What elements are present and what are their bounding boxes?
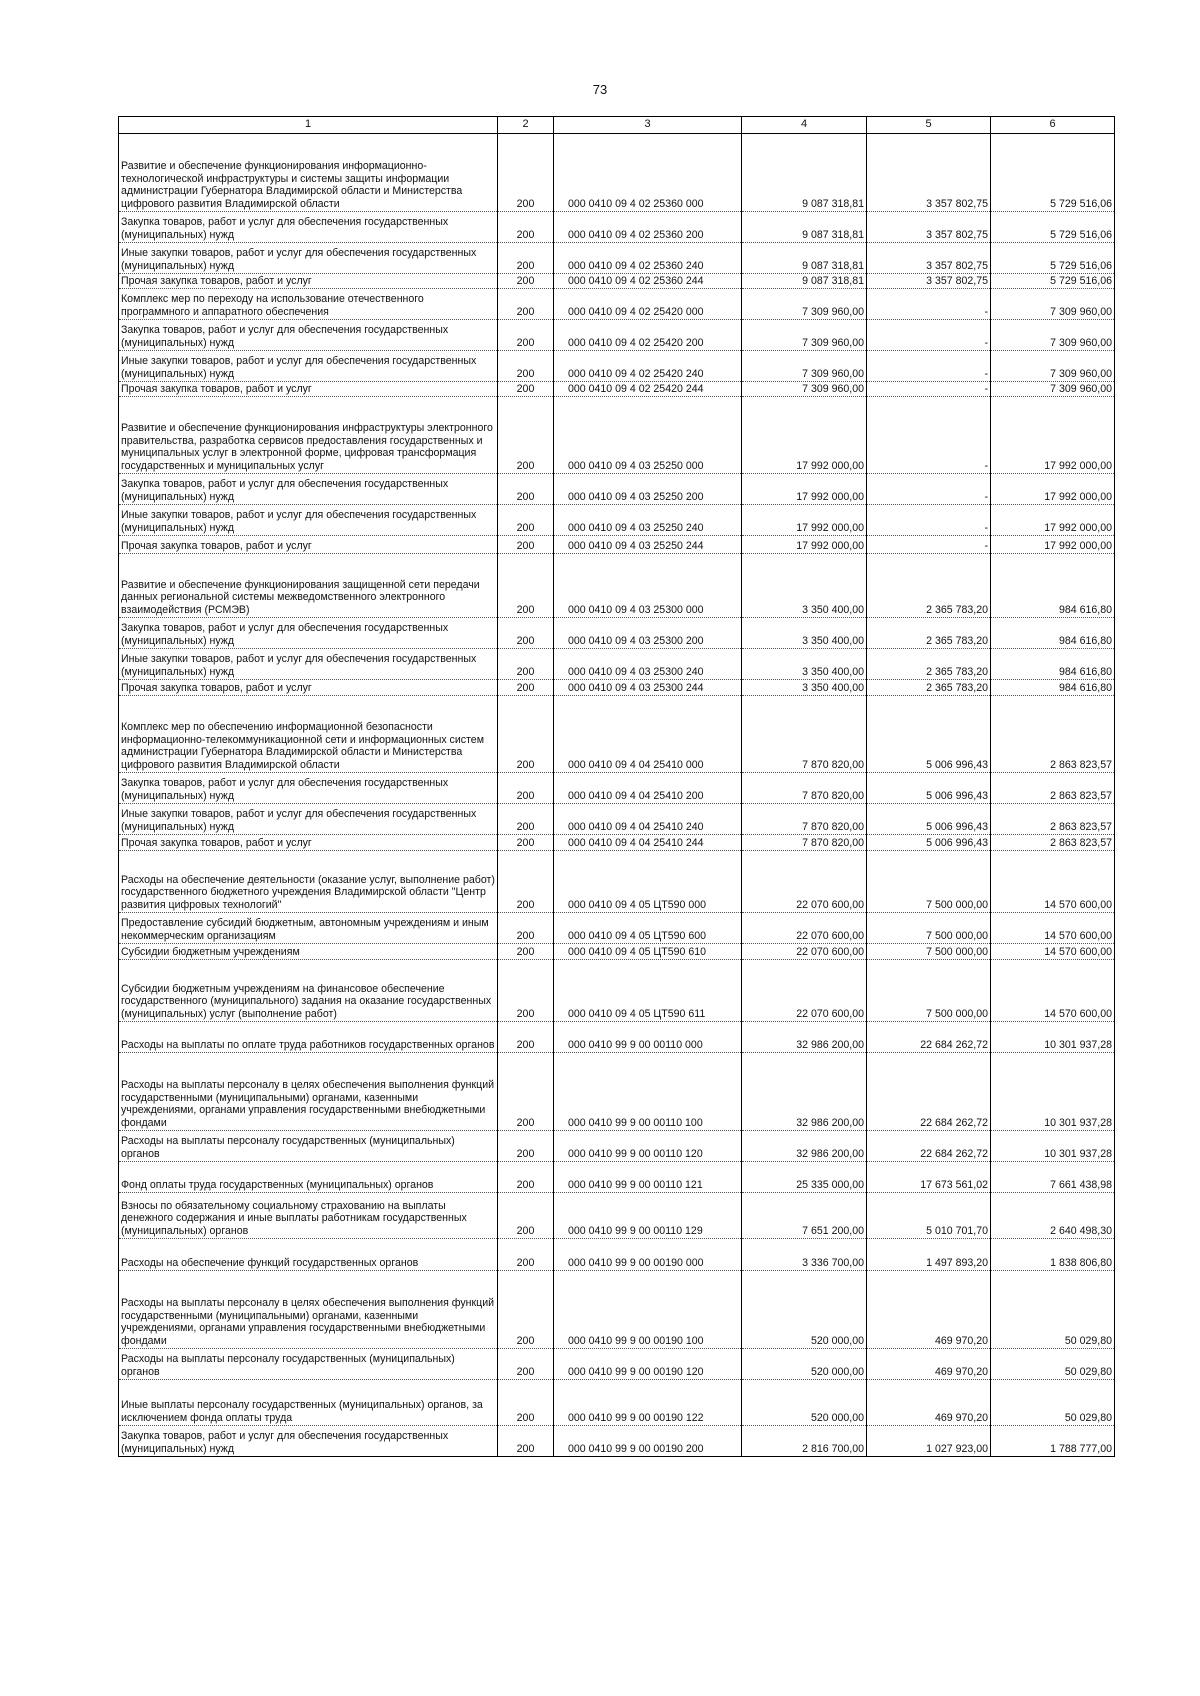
table-row [119, 274, 1115, 289]
row-name: Развитие и обеспечение функционирования инфраструктуры электронного правительства, разработка сервисов предоставления государственных и муниципальных услуг в электронной форме, цифровая трансформация государственных и муниципальных услуг [119, 397, 498, 474]
row-admin-code: 200 [498, 1162, 554, 1193]
row-budget-code: 000 0410 09 4 03 25300 000 [554, 554, 742, 618]
row-budget-code: 000 0410 09 4 02 25360 240 [554, 243, 742, 274]
row-budget-code: 000 0410 99 9 00 00190 100 [554, 1271, 742, 1349]
table-row [119, 680, 1115, 696]
row-value-col5: 7 500 000,00 [867, 851, 991, 913]
row-admin-code: 200 [498, 397, 554, 474]
row-admin-code: 200 [498, 351, 554, 382]
row-value-col6: 14 570 600,00 [991, 913, 1115, 944]
row-admin-code: 200 [498, 320, 554, 351]
row-budget-code: 000 0410 09 4 02 25420 000 [554, 289, 742, 320]
row-value-col5: - [867, 382, 991, 397]
column-header-4: 4 [742, 117, 867, 134]
row-admin-code: 200 [498, 960, 554, 1022]
table-row [119, 1022, 1115, 1053]
row-value-col4: 7 309 960,00 [742, 320, 867, 351]
table-row [119, 351, 1115, 382]
row-name: Расходы на выплаты персоналу в целях обеспечения выполнения функций государственными (муниципальными) органами, казенными учреждениями, органами управления государственными внебюджетными фондами [119, 1271, 498, 1349]
row-admin-code: 200 [498, 274, 554, 289]
row-admin-code: 200 [498, 505, 554, 536]
row-value-col6: 14 570 600,00 [991, 944, 1115, 960]
row-name: Взносы по обязательному социальному страхованию на выплаты денежного содержания и иные выплаты работникам государственных (муниципальных) органов [119, 1193, 498, 1239]
row-value-col4: 7 651 200,00 [742, 1193, 867, 1239]
row-value-col4: 520 000,00 [742, 1349, 867, 1380]
table-row [119, 1380, 1115, 1426]
row-name: Прочая закупка товаров, работ и услуг [119, 274, 498, 289]
row-value-col6: 1 788 777,00 [991, 1426, 1115, 1457]
row-admin-code: 200 [498, 804, 554, 835]
row-budget-code: 000 0410 09 4 03 25250 000 [554, 397, 742, 474]
table-row [119, 835, 1115, 851]
row-name: Иные закупки товаров, работ и услуг для обеспечения государственных (муниципальных) нужд [119, 804, 498, 835]
row-value-col5: 3 357 802,75 [867, 212, 991, 243]
row-name: Иные закупки товаров, работ и услуг для обеспечения государственных (муниципальных) нужд [119, 649, 498, 680]
row-value-col4: 22 070 600,00 [742, 960, 867, 1022]
row-budget-code: 000 0410 09 4 04 25410 240 [554, 804, 742, 835]
column-number-header [119, 117, 1115, 134]
row-value-col6: 17 992 000,00 [991, 536, 1115, 554]
row-value-col4: 9 087 318,81 [742, 274, 867, 289]
row-value-col4: 520 000,00 [742, 1380, 867, 1426]
row-value-col4: 7 870 820,00 [742, 804, 867, 835]
row-value-col5: - [867, 505, 991, 536]
row-value-col4: 32 986 200,00 [742, 1053, 867, 1131]
row-value-col4: 7 309 960,00 [742, 351, 867, 382]
row-name: Комплекс мер по переходу на использование отечественного программного и аппаратного обеспечения [119, 289, 498, 320]
row-value-col4: 7 870 820,00 [742, 696, 867, 773]
row-value-col4: 17 992 000,00 [742, 536, 867, 554]
row-value-col5: - [867, 397, 991, 474]
row-value-col6: 50 029,80 [991, 1349, 1115, 1380]
row-value-col4: 22 070 600,00 [742, 851, 867, 913]
row-name: Расходы на выплаты персоналу в целях обеспечения выполнения функций государственными (муниципальными) органами, казенными учреждениями, органами управления государственными внебюджетными фондами [119, 1053, 498, 1131]
row-budget-code: 000 0410 09 4 02 25420 240 [554, 351, 742, 382]
row-value-col4: 2 816 700,00 [742, 1426, 867, 1457]
table-row [119, 554, 1115, 618]
table-row [119, 505, 1115, 536]
row-budget-code: 000 0410 09 4 05 ЦТ590 611 [554, 960, 742, 1022]
row-admin-code: 200 [498, 1426, 554, 1457]
table-row [119, 851, 1115, 913]
row-name: Комплекс мер по обеспечению информационной безопасности информационно-телекоммуникационной сети и информационных систем администрации Губернатора Владимирской области и Министерства цифрового развития Владимирской области [119, 696, 498, 773]
row-budget-code: 000 0410 99 9 00 00190 200 [554, 1426, 742, 1457]
row-name: Субсидии бюджетным учреждениям [119, 944, 498, 960]
table-row [119, 773, 1115, 804]
row-admin-code: 200 [498, 382, 554, 397]
row-value-col6: 50 029,80 [991, 1380, 1115, 1426]
row-budget-code: 000 0410 09 4 05 ЦТ590 610 [554, 944, 742, 960]
row-budget-code: 000 0410 09 4 02 25420 200 [554, 320, 742, 351]
row-value-col4: 17 992 000,00 [742, 397, 867, 474]
row-budget-code: 000 0410 09 4 03 25250 244 [554, 536, 742, 554]
row-name: Предоставление субсидий бюджетным, автономным учреждениям и иным некоммерческим организациям [119, 913, 498, 944]
row-budget-code: 000 0410 09 4 03 25250 240 [554, 505, 742, 536]
row-value-col5: 2 365 783,20 [867, 649, 991, 680]
table-row [119, 1349, 1115, 1380]
row-value-col4: 9 087 318,81 [742, 212, 867, 243]
row-budget-code: 000 0410 99 9 00 00110 100 [554, 1053, 742, 1131]
budget-table [118, 116, 1115, 1457]
table-row [119, 1426, 1115, 1457]
row-budget-code: 000 0410 09 4 02 25360 000 [554, 134, 742, 212]
row-budget-code: 000 0410 09 4 04 25410 000 [554, 696, 742, 773]
row-admin-code: 200 [498, 1053, 554, 1131]
row-budget-code: 000 0410 09 4 02 25420 244 [554, 382, 742, 397]
row-value-col6: 14 570 600,00 [991, 851, 1115, 913]
row-value-col6: 984 616,80 [991, 554, 1115, 618]
row-value-col4: 3 336 700,00 [742, 1239, 867, 1271]
row-value-col5: 469 970,20 [867, 1271, 991, 1349]
row-value-col5: - [867, 474, 991, 505]
row-name: Иные закупки товаров, работ и услуг для обеспечения государственных (муниципальных) нужд [119, 505, 498, 536]
row-value-col6: 2 640 498,30 [991, 1193, 1115, 1239]
table-row [119, 1239, 1115, 1271]
row-admin-code: 200 [498, 1131, 554, 1162]
row-value-col4: 7 870 820,00 [742, 773, 867, 804]
row-budget-code: 000 0410 99 9 00 00190 122 [554, 1380, 742, 1426]
table-row [119, 944, 1115, 960]
row-budget-code: 000 0410 09 4 03 25250 200 [554, 474, 742, 505]
column-header-5: 5 [867, 117, 991, 134]
row-name: Фонд оплаты труда государственных (муниципальных) органов [119, 1162, 498, 1193]
table-row [119, 382, 1115, 397]
row-value-col5: 22 684 262,72 [867, 1053, 991, 1131]
row-value-col4: 25 335 000,00 [742, 1162, 867, 1193]
row-admin-code: 200 [498, 835, 554, 851]
row-value-col4: 22 070 600,00 [742, 944, 867, 960]
row-value-col5: - [867, 320, 991, 351]
row-name: Расходы на выплаты персоналу государственных (муниципальных) органов [119, 1131, 498, 1162]
table-row [119, 960, 1115, 1022]
row-value-col6: 7 309 960,00 [991, 289, 1115, 320]
row-admin-code: 200 [498, 618, 554, 649]
row-value-col5: 3 357 802,75 [867, 134, 991, 212]
row-name: Закупка товаров, работ и услуг для обеспечения государственных (муниципальных) нужд [119, 618, 498, 649]
table-row [119, 1193, 1115, 1239]
row-name: Закупка товаров, работ и услуг для обеспечения государственных (муниципальных) нужд [119, 320, 498, 351]
row-budget-code: 000 0410 09 4 04 25410 244 [554, 835, 742, 851]
row-admin-code: 200 [498, 1380, 554, 1426]
row-value-col5: 7 500 000,00 [867, 913, 991, 944]
table-row [119, 1053, 1115, 1131]
table-row [119, 1271, 1115, 1349]
table-row [119, 397, 1115, 474]
row-value-col6: 2 863 823,57 [991, 804, 1115, 835]
row-value-col4: 3 350 400,00 [742, 618, 867, 649]
row-value-col4: 32 986 200,00 [742, 1022, 867, 1053]
row-value-col4: 9 087 318,81 [742, 243, 867, 274]
row-budget-code: 000 0410 99 9 00 00110 121 [554, 1162, 742, 1193]
budget-table-body [119, 117, 1115, 1457]
row-value-col6: 2 863 823,57 [991, 835, 1115, 851]
row-admin-code: 200 [498, 134, 554, 212]
row-value-col4: 3 350 400,00 [742, 649, 867, 680]
row-value-col6: 2 863 823,57 [991, 696, 1115, 773]
row-admin-code: 200 [498, 851, 554, 913]
row-value-col6: 984 616,80 [991, 618, 1115, 649]
row-value-col5: - [867, 351, 991, 382]
table-row [119, 649, 1115, 680]
row-admin-code: 200 [498, 773, 554, 804]
row-value-col4: 9 087 318,81 [742, 134, 867, 212]
row-value-col5: 17 673 561,02 [867, 1162, 991, 1193]
row-name: Закупка товаров, работ и услуг для обеспечения государственных (муниципальных) нужд [119, 1426, 498, 1457]
row-value-col4: 7 870 820,00 [742, 835, 867, 851]
row-value-col6: 984 616,80 [991, 680, 1115, 696]
row-admin-code: 200 [498, 554, 554, 618]
row-budget-code: 000 0410 09 4 03 25300 244 [554, 680, 742, 696]
table-row [119, 696, 1115, 773]
row-name: Расходы на обеспечение функций государственных органов [119, 1239, 498, 1271]
table-row [119, 618, 1115, 649]
row-budget-code: 000 0410 99 9 00 00110 000 [554, 1022, 742, 1053]
row-value-col4: 3 350 400,00 [742, 680, 867, 696]
row-value-col6: 7 309 960,00 [991, 382, 1115, 397]
row-value-col6: 14 570 600,00 [991, 960, 1115, 1022]
table-row [119, 212, 1115, 243]
row-admin-code: 200 [498, 1349, 554, 1380]
row-value-col5: 2 365 783,20 [867, 618, 991, 649]
row-budget-code: 000 0410 99 9 00 00190 000 [554, 1239, 742, 1271]
row-name: Расходы на выплаты по оплате труда работников государственных органов [119, 1022, 498, 1053]
row-admin-code: 200 [498, 913, 554, 944]
table-row [119, 1131, 1115, 1162]
row-name: Расходы на выплаты персоналу государственных (муниципальных) органов [119, 1349, 498, 1380]
row-admin-code: 200 [498, 474, 554, 505]
row-value-col6: 10 301 937,28 [991, 1053, 1115, 1131]
row-value-col5: 5 006 996,43 [867, 804, 991, 835]
row-name: Иные закупки товаров, работ и услуг для обеспечения государственных (муниципальных) нужд [119, 351, 498, 382]
row-admin-code: 200 [498, 1271, 554, 1349]
row-value-col5: 1 027 923,00 [867, 1426, 991, 1457]
row-value-col5: 22 684 262,72 [867, 1131, 991, 1162]
row-name: Закупка товаров, работ и услуг для обеспечения государственных (муниципальных) нужд [119, 212, 498, 243]
row-value-col6: 7 309 960,00 [991, 351, 1115, 382]
row-admin-code: 200 [498, 680, 554, 696]
row-budget-code: 000 0410 99 9 00 00110 129 [554, 1193, 742, 1239]
page-number: 73 [592, 82, 608, 97]
row-admin-code: 200 [498, 649, 554, 680]
row-value-col5: 22 684 262,72 [867, 1022, 991, 1053]
row-admin-code: 200 [498, 1022, 554, 1053]
row-value-col6: 17 992 000,00 [991, 397, 1115, 474]
row-value-col5: 7 500 000,00 [867, 944, 991, 960]
row-name: Прочая закупка товаров, работ и услуг [119, 382, 498, 397]
row-value-col6: 10 301 937,28 [991, 1022, 1115, 1053]
row-value-col5: 7 500 000,00 [867, 960, 991, 1022]
row-name: Прочая закупка товаров, работ и услуг [119, 536, 498, 554]
row-value-col6: 5 729 516,06 [991, 134, 1115, 212]
row-value-col6: 7 661 438,98 [991, 1162, 1115, 1193]
row-value-col5: 2 365 783,20 [867, 554, 991, 618]
row-budget-code: 000 0410 09 4 03 25300 200 [554, 618, 742, 649]
table-row [119, 320, 1115, 351]
row-value-col6: 984 616,80 [991, 649, 1115, 680]
row-admin-code: 200 [498, 243, 554, 274]
column-header-1: 1 [119, 117, 498, 134]
row-name: Развитие и обеспечение функционирования информационно-технологической инфраструктуры и системы защиты информации администрации Губернатора Владимирской области и Министерства цифрового развития Владимирской области [119, 134, 498, 212]
row-value-col5: 5 006 996,43 [867, 696, 991, 773]
row-value-col6: 50 029,80 [991, 1271, 1115, 1349]
row-value-col6: 5 729 516,06 [991, 243, 1115, 274]
row-name: Субсидии бюджетным учреждениям на финансовое обеспечение государственного (муниципального) задания на оказание государственных (муниципальных) услуг (выполнение работ) [119, 960, 498, 1022]
row-name: Развитие и обеспечение функционирования защищенной сети передачи данных региональной системы межведомственного электронного взаимодействия (РСМЭВ) [119, 554, 498, 618]
row-value-col6: 7 309 960,00 [991, 320, 1115, 351]
table-row [119, 134, 1115, 212]
row-value-col4: 32 986 200,00 [742, 1131, 867, 1162]
row-value-col6: 10 301 937,28 [991, 1131, 1115, 1162]
row-budget-code: 000 0410 09 4 03 25300 240 [554, 649, 742, 680]
row-value-col6: 17 992 000,00 [991, 505, 1115, 536]
table-row [119, 913, 1115, 944]
row-admin-code: 200 [498, 696, 554, 773]
row-budget-code: 000 0410 09 4 02 25360 244 [554, 274, 742, 289]
row-value-col5: 5 006 996,43 [867, 773, 991, 804]
table-row [119, 474, 1115, 505]
column-header-6: 6 [991, 117, 1115, 134]
row-budget-code: 000 0410 09 4 04 25410 200 [554, 773, 742, 804]
row-value-col5: - [867, 536, 991, 554]
row-name: Расходы на обеспечение деятельности (оказание услуг, выполнение работ) государственного бюджетного учреждения Владимирской области "Центр развития цифровых технологий" [119, 851, 498, 913]
row-value-col4: 22 070 600,00 [742, 913, 867, 944]
row-value-col5: 3 357 802,75 [867, 274, 991, 289]
table-row [119, 1162, 1115, 1193]
row-budget-code: 000 0410 09 4 02 25360 200 [554, 212, 742, 243]
row-value-col4: 17 992 000,00 [742, 505, 867, 536]
table-row [119, 536, 1115, 554]
row-value-col5: 1 497 893,20 [867, 1239, 991, 1271]
row-name: Закупка товаров, работ и услуг для обеспечения государственных (муниципальных) нужд [119, 773, 498, 804]
row-value-col5: 3 357 802,75 [867, 243, 991, 274]
row-admin-code: 200 [498, 1239, 554, 1271]
row-value-col5: 469 970,20 [867, 1380, 991, 1426]
row-admin-code: 200 [498, 944, 554, 960]
row-value-col6: 5 729 516,06 [991, 212, 1115, 243]
row-value-col5: 5 010 701,70 [867, 1193, 991, 1239]
row-value-col6: 2 863 823,57 [991, 773, 1115, 804]
row-value-col5: 5 006 996,43 [867, 835, 991, 851]
row-value-col5: 469 970,20 [867, 1349, 991, 1380]
row-name: Прочая закупка товаров, работ и услуг [119, 835, 498, 851]
row-admin-code: 200 [498, 1193, 554, 1239]
row-value-col5: - [867, 289, 991, 320]
column-header-3: 3 [554, 117, 742, 134]
row-value-col6: 5 729 516,06 [991, 274, 1115, 289]
row-budget-code: 000 0410 09 4 05 ЦТ590 000 [554, 851, 742, 913]
row-value-col4: 7 309 960,00 [742, 289, 867, 320]
table-row [119, 243, 1115, 274]
row-budget-code: 000 0410 99 9 00 00110 120 [554, 1131, 742, 1162]
table-row [119, 289, 1115, 320]
row-value-col4: 3 350 400,00 [742, 554, 867, 618]
row-value-col5: 2 365 783,20 [867, 680, 991, 696]
row-name: Иные закупки товаров, работ и услуг для обеспечения государственных (муниципальных) нужд [119, 243, 498, 274]
row-name: Закупка товаров, работ и услуг для обеспечения государственных (муниципальных) нужд [119, 474, 498, 505]
row-name: Иные выплаты персоналу государственных (муниципальных) органов, за исключением фонда оплаты труда [119, 1380, 498, 1426]
row-budget-code: 000 0410 09 4 05 ЦТ590 600 [554, 913, 742, 944]
row-admin-code: 200 [498, 536, 554, 554]
row-value-col4: 520 000,00 [742, 1271, 867, 1349]
row-name: Прочая закупка товаров, работ и услуг [119, 680, 498, 696]
table-row [119, 804, 1115, 835]
row-admin-code: 200 [498, 212, 554, 243]
row-value-col4: 17 992 000,00 [742, 474, 867, 505]
column-header-2: 2 [498, 117, 554, 134]
row-value-col6: 17 992 000,00 [991, 474, 1115, 505]
row-value-col6: 1 838 806,80 [991, 1239, 1115, 1271]
row-value-col4: 7 309 960,00 [742, 382, 867, 397]
row-admin-code: 200 [498, 289, 554, 320]
row-budget-code: 000 0410 99 9 00 00190 120 [554, 1349, 742, 1380]
